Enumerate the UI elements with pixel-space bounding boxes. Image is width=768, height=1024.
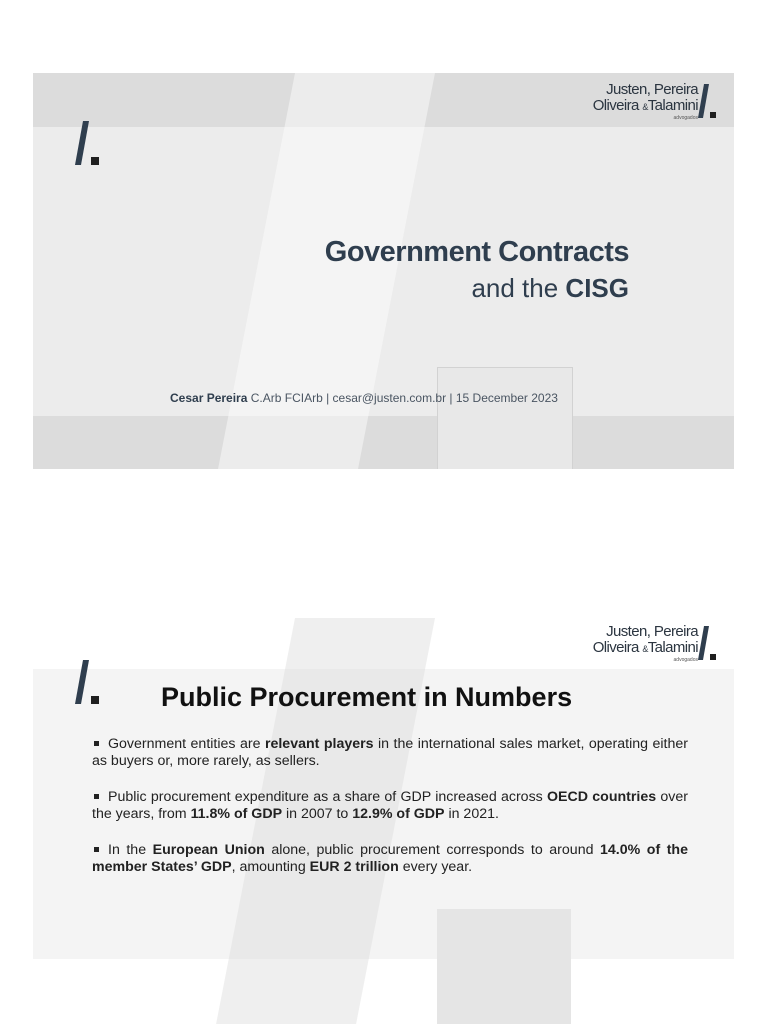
bullet-item: In the European Union alone, public procurement corresponds to around 14.0% of the member States’ GDP, amounting EUR 2 trillion every year. [92,842,688,875]
logo-line1: Justen, Pereira [606,81,698,98]
diagonal-stripe [218,73,435,469]
company-logo [593,82,698,121]
logo-slash-icon [698,84,718,118]
content-slide [33,612,734,1024]
decorative-box [437,367,573,469]
decorative-box [437,909,571,1024]
bullet-list [92,736,688,895]
brand-slash-icon [75,660,105,704]
author-byline: Cesar Pereira C.Arb FCIArb | cesar@justen.com.br | 15 December 2023 [170,391,558,405]
logo-sub: advogados [673,657,698,663]
slide-title: Government Contracts [324,236,629,268]
logo-line2: Oliveira &Talamini [592,639,698,656]
brand-slash-icon [75,121,105,165]
logo-line2: Oliveira &Talamini [592,97,698,114]
bullet-item: Public procurement expenditure as a share of GDP increased across OECD countries over the years, from 11.8% of GDP in 2007 to 12.9% of GDP in 2021. [92,789,688,822]
bullet-item: Government entities are relevant players in the international sales market, operating either as buyers or, more rarely, as sellers. [92,736,688,769]
bullet-square-icon [94,794,99,799]
bottom-band [33,416,734,469]
bullet-square-icon [94,741,99,746]
slide-subtitle: and the CISG [471,273,629,303]
title-slide [33,73,734,469]
logo-sub: advogados [673,115,698,121]
logo-slash-icon [698,626,718,660]
logo-line1: Justen, Pereira [606,623,698,640]
company-logo [593,624,698,663]
bullet-square-icon [94,847,99,852]
slide-title: Public Procurement in Numbers [161,682,573,712]
